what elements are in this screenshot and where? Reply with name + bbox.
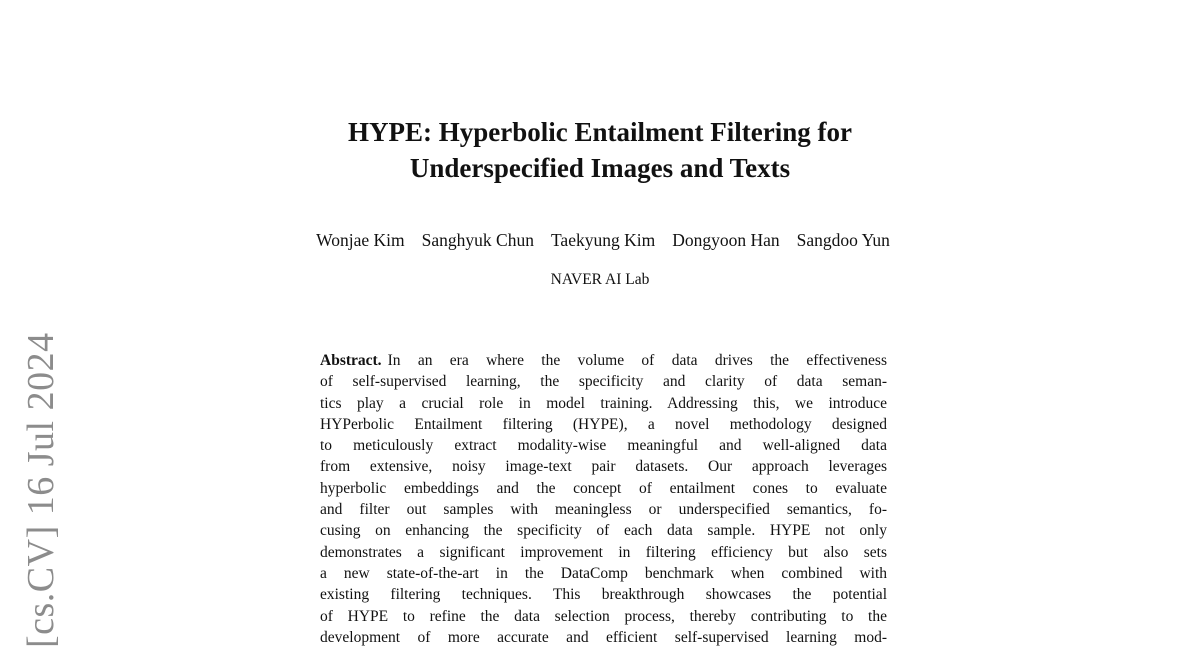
abstract-line: a new state-of-the-art in the DataComp benchmark when combined with	[320, 564, 887, 582]
author-name: Sangdoo Yun	[796, 230, 890, 250]
abstract	[320, 350, 887, 648]
abstract-line: of HYPE to refine the data selection process, thereby contributing to the	[320, 607, 887, 625]
abstract-line: and filter out samples with meaningless or underspecified semantics, fo-	[320, 501, 887, 519]
abstract-line	[320, 350, 887, 371]
author-name: Sanghyuk Chun	[421, 230, 534, 250]
abstract-line: of self-supervised learning, the specificity and clarity of data seman-	[320, 373, 887, 391]
abstract-text: In an era where the volume of data drives the effectiveness	[387, 352, 887, 369]
abstract-line: tics play a crucial role in model training. Addressing this, we introduce	[320, 394, 887, 412]
abstract-line: HYPerbolic Entailment filtering (HYPE), a novel methodology designed	[320, 415, 887, 433]
abstract-label: Abstract.	[320, 352, 382, 369]
author-list	[3, 229, 1200, 251]
author-name: Wonjae Kim	[316, 230, 405, 250]
abstract-line: demonstrates a significant improvement in filtering efficiency but also sets	[320, 543, 887, 561]
abstract-line: from extensive, noisy image-text pair datasets. Our approach leverages	[320, 458, 887, 476]
author-name: Dongyoon Han	[672, 230, 780, 250]
title-line-1: HYPE: Hyperbolic Entailment Filtering for	[348, 117, 852, 147]
abstract-line: development of more accurate and efficient self-supervised learning mod-	[320, 628, 887, 646]
author-name: Taekyung Kim	[550, 230, 656, 250]
abstract-line: existing filtering techniques. This breakthrough showcases the potential	[320, 586, 887, 604]
abstract-line: cusing on enhancing the specificity of each data sample. HYPE not only	[320, 522, 887, 540]
arxiv-sidebar-stamp: [cs.CV] 16 Jul 2024	[20, 332, 62, 648]
abstract-line: hyperbolic embeddings and the concept of entailment cones to evaluate	[320, 479, 887, 497]
abstract-line: to meticulously extract modality-wise meaningful and well-aligned data	[320, 437, 887, 455]
affiliation: NAVER AI Lab	[550, 271, 650, 288]
paper-title	[0, 114, 1200, 186]
title-line-2: Underspecified Images and Texts	[409, 153, 791, 183]
